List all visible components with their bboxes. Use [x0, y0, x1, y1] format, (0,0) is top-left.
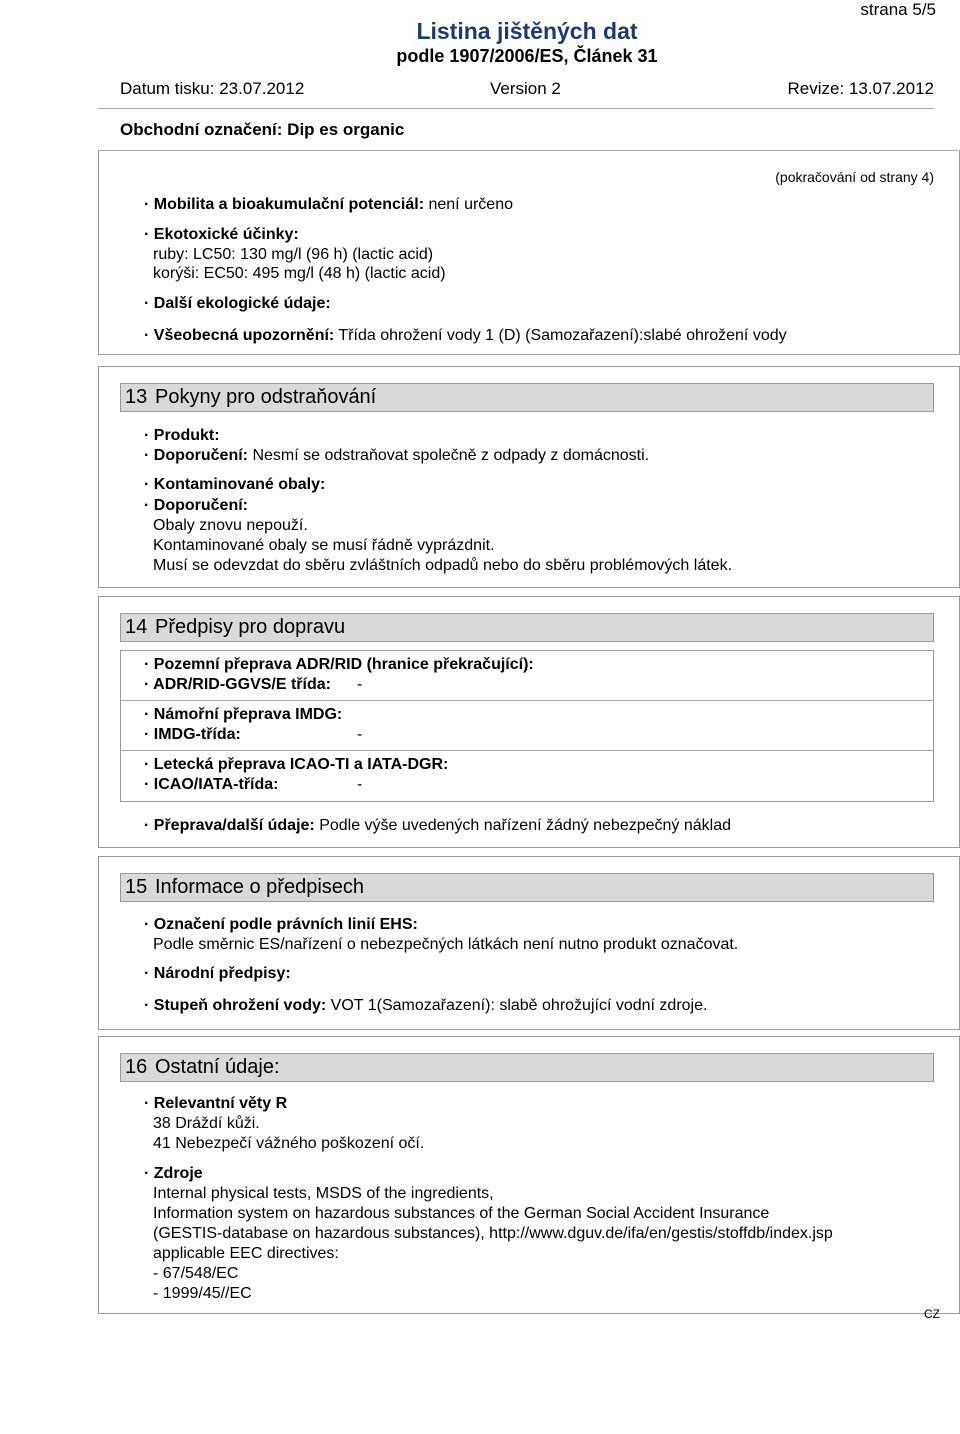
ecotox-line-1: ruby: LC50: 130 mg/l (96 h) (lactic acid)	[153, 246, 434, 263]
mobility-row	[144, 195, 513, 215]
section-13-title: Pokyny pro odstraňování	[155, 386, 377, 408]
general-label: · Všeobecná upozornění:	[144, 327, 335, 344]
section-14-number: 14	[125, 616, 148, 638]
sea-class-value: -	[357, 726, 363, 743]
section-16-title: Ostatní údaje:	[155, 1056, 280, 1078]
source-line-2: Information system on hazardous substances of the German Social Accident Insurance	[153, 1205, 770, 1222]
mobility-label: · Mobilita a bioakumulační potenciál:	[144, 196, 425, 213]
r-phrase-2: 41 Nebezpečí vážného poškození očí.	[153, 1135, 425, 1152]
ehs-value: Podle směrnic ES/nařízení o nebezpečných látkách není nutno produkt označovat.	[153, 936, 739, 953]
recommendation-row	[144, 446, 649, 466]
source-line-3: (GESTIS-database on hazardous substances), http://www.dguv.de/ifa/en/gestis/stoffdb/index.jsp	[153, 1225, 833, 1242]
document-title: Listina jištěných dat	[416, 18, 638, 44]
ecotox-label: · Ekotoxické účinky:	[144, 226, 299, 243]
section-13-header	[120, 383, 934, 412]
ehs-label: · Označení podle právních linií EHS:	[144, 916, 418, 933]
source-line-6: - 1999/45//EC	[153, 1285, 252, 1302]
continued-note: (pokračování od strany 4)	[775, 169, 934, 185]
section-16-header	[120, 1053, 934, 1082]
r-phrase-1: 38 Dráždí kůži.	[153, 1115, 260, 1132]
language-code: CZ	[924, 1307, 940, 1321]
general-value: Třída ohrožení vody 1 (D) (Samozařazení):slabé ohrožení vody	[338, 327, 787, 344]
print-date: Datum tisku: 23.07.2012	[120, 79, 305, 98]
water-hazard-value: VOT 1(Samozařazení): slabě ohrožující vodní zdroje.	[330, 997, 708, 1014]
sources-label: · Zdroje	[144, 1165, 203, 1182]
r-phrases-label: · Relevantní věty R	[144, 1095, 288, 1112]
transport-other-row	[144, 816, 731, 836]
recommendation-2-label: · Doporučení:	[144, 497, 248, 514]
version: Version 2	[490, 79, 561, 98]
general-row	[144, 326, 787, 346]
sea-class-label: · IMDG-třída:	[144, 726, 241, 743]
product-label: · Produkt:	[144, 427, 220, 444]
air-class-value: -	[357, 776, 363, 793]
transport-divider-1	[120, 700, 934, 701]
transport-other-value: Podle výše uvedených nařízení žádný nebezpečný náklad	[319, 817, 732, 834]
other-eco-label: · Další ekologické údaje:	[144, 295, 331, 312]
road-class-label: · ADR/RID-GGVS/E třída:	[144, 676, 331, 693]
section-15-title: Informace o předpisech	[155, 876, 365, 898]
section-15-header	[120, 873, 934, 902]
packaging-label: · Kontaminované obaly:	[144, 476, 326, 493]
source-line-5: - 67/548/EC	[153, 1265, 239, 1282]
air-class-label: · ICAO/IATA-třída:	[144, 776, 279, 793]
source-line-1: Internal physical tests, MSDS of the ingredients,	[153, 1185, 494, 1202]
sea-transport-label: · Námořní přeprava IMDG:	[144, 706, 343, 723]
recommendation-value: Nesmí se odstraňovat společně z odpady z domácnosti.	[252, 447, 650, 464]
transport-divider-2	[120, 750, 934, 751]
recommendation-label: · Doporučení:	[144, 447, 248, 464]
section-14-title: Předpisy pro dopravu	[155, 616, 346, 638]
water-hazard-label: · Stupeň ohrožení vody:	[144, 997, 327, 1014]
road-class-value: -	[357, 676, 363, 693]
source-line-4: applicable EEC directives:	[153, 1245, 339, 1262]
ecotox-line-2: korýši: EC50: 495 mg/l (48 h) (lactic acid)	[153, 265, 446, 282]
road-transport-label: · Pozemní přeprava ADR/RID (hranice překračující):	[144, 656, 534, 673]
section-16-number: 16	[125, 1056, 148, 1078]
recommendation-2-line-3: Musí se odevzdat do sběru zvláštních odpadů nebo do sběru problémových látek.	[153, 557, 733, 574]
air-transport-label: · Letecká přeprava ICAO-TI a IATA-DGR:	[144, 756, 449, 773]
header-divider	[98, 108, 934, 109]
national-label: · Národní předpisy:	[144, 965, 291, 982]
revision-date: Revize: 13.07.2012	[787, 79, 934, 98]
trade-name: Obchodní označení: Dip es organic	[120, 120, 405, 139]
mobility-value: není určeno	[428, 196, 513, 213]
document-subtitle: podle 1907/2006/ES, Článek 31	[396, 46, 658, 66]
section-14-header	[120, 613, 934, 642]
section-15-number: 15	[125, 876, 148, 898]
section-13-number: 13	[125, 386, 148, 408]
page-number: strana 5/5	[860, 0, 936, 19]
recommendation-2-line-1: Obaly znovu nepouží.	[153, 517, 308, 534]
water-hazard-row	[144, 996, 707, 1016]
transport-other-label: · Přeprava/další údaje:	[144, 817, 315, 834]
recommendation-2-line-2: Kontaminované obaly se musí řádně vyprázdnit.	[153, 537, 495, 554]
